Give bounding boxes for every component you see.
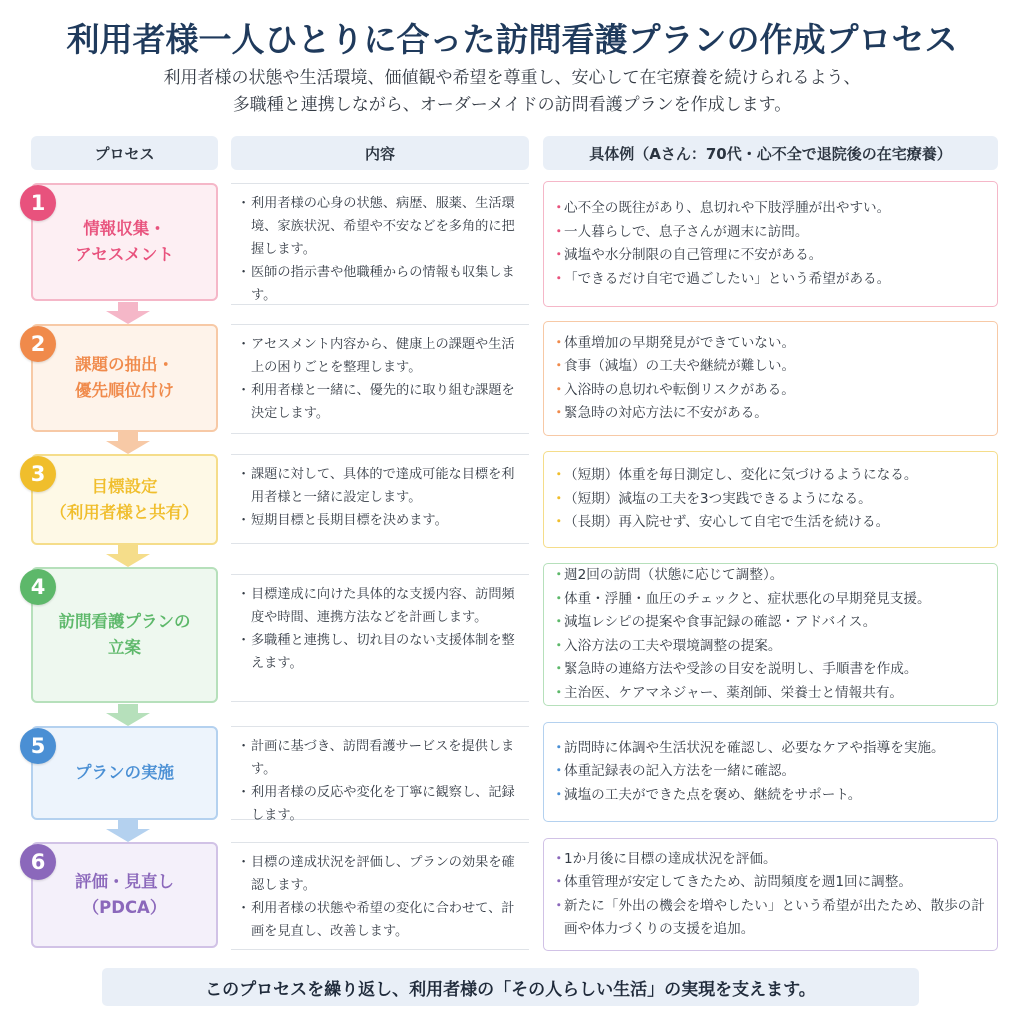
content-item: ・ 利用者様の心身の状態、病歴、服薬、生活環境、家族状況、希望や不安などを多角的に把握します。	[237, 192, 523, 261]
example-item: ・ 食事（減塩）の工夫や継続が難しい。	[552, 355, 989, 379]
content-item: ・ 利用者様の状態や希望の変化に合わせて、計画を見直し、改善します。	[237, 897, 523, 943]
example-item: ・ 入浴方法の工夫や環境調整の提案。	[552, 635, 989, 659]
content-item: ・ 目標達成に向けた具体的な支援内容、訪問頻度や時間、連携方法などを計画します。	[237, 583, 523, 629]
example-item: ・ 減塩や水分制限の自己管理に不安がある。	[552, 244, 989, 268]
example-text: 減塩や水分制限の自己管理に不安がある。	[564, 247, 823, 263]
step-label-line: 課題の抽出・	[75, 355, 174, 374]
step-label-line: 優先順位付け	[75, 381, 174, 400]
example-item: ・ （長期）再入院せず、安心して自宅で生活を続ける。	[552, 511, 989, 535]
step-box-4	[31, 567, 218, 703]
step-number-badge: 2	[20, 326, 56, 362]
example-item: ・ 体重・浮腫・血圧のチェックと、症状悪化の早期発見支援。	[552, 588, 989, 612]
example-item: ・ 週2回の訪問（状態に応じて調整）。	[552, 564, 989, 588]
subtitle-line-2: 多職種と連携しながら、オーダーメイドの訪問看護プランを作成します。	[232, 95, 792, 115]
example-item: ・ 「できるだけ自宅で過ごしたい」という希望がある。	[552, 268, 989, 292]
example-item: ・ 主治医、ケアマネジャー、薬剤師、栄養士と情報共有。	[552, 682, 989, 706]
example-item: ・ 1か月後に目標の達成状況を評価。	[552, 848, 989, 872]
content-item: ・ アセスメント内容から、健康上の課題や生活上の困りごとを整理します。	[237, 333, 523, 379]
example-item: ・ 心不全の既往があり、息切れや下肢浮腫が出やすい。	[552, 197, 989, 221]
subtitle-line-1: 利用者様の状態や生活環境、価値観や希望を尊重し、安心して在宅療養を続けられるよう、	[163, 68, 861, 88]
header-process: プロセス	[31, 136, 218, 170]
example-item: ・ 緊急時の対応方法に不安がある。	[552, 402, 989, 426]
step-label-line: アセスメント	[75, 245, 174, 264]
down-arrow-icon	[106, 704, 150, 726]
example-text: （短期）減塩の工夫を3つ実践できるようになる。	[564, 490, 872, 507]
example-item: ・ 入浴時の息切れや転倒リスクがある。	[552, 379, 989, 403]
content-text: 課題に対して、具体的で達成可能な目標を利用者様と一緒に設定します。	[251, 467, 515, 505]
content-cell-3	[231, 454, 529, 544]
example-text: 体重増加の早期発見ができていない。	[564, 334, 796, 351]
content-item: ・ 多職種と連携し、切れ目のない支援体制を整えます。	[237, 629, 523, 675]
content-item: ・ 医師の指示書や他職種からの情報も収集します。	[237, 261, 523, 307]
example-text: 入浴方法の工夫や環境調整の提案。	[564, 637, 782, 654]
example-item: ・ 体重記録表の記入方法を一緒に確認。	[552, 760, 989, 784]
step-number-badge: 5	[20, 728, 56, 764]
content-cell-2	[231, 324, 529, 434]
header-example: 具体例（Aさん：70代・心不全で退院後の在宅療養）	[543, 136, 998, 170]
content-cell-1	[231, 183, 529, 305]
content-item: ・ 利用者様と一緒に、優先的に取り組む課題を決定します。	[237, 379, 523, 425]
example-text: 「できるだけ自宅で過ごしたい」という希望がある。	[564, 270, 891, 287]
example-item: ・ （短期）体重を毎日測定し、変化に気づけるようになる。	[552, 464, 989, 488]
content-text: 目標の達成状況を評価し、プランの効果を確認します。	[251, 855, 515, 893]
step-label-line: （利用者様と共有）	[50, 502, 199, 522]
step-box-3	[31, 454, 218, 545]
content-text: 利用者様と一緒に、優先的に取り組む課題を決定します。	[251, 383, 515, 421]
example-item: ・ 減塩レシピの提案や食事記録の確認・アドバイス。	[552, 611, 989, 635]
content-cell-4	[231, 574, 529, 702]
step-label-line: 情報収集・	[83, 219, 166, 238]
step-number-badge: 3	[20, 456, 56, 492]
content-item: ・ 計画に基づき、訪問看護サービスを提供します。	[237, 735, 523, 781]
example-text: 緊急時の対応方法に不安がある。	[564, 405, 768, 421]
example-text: 一人暮らしで、息子さんが週末に訪問。	[564, 223, 809, 240]
content-text: 利用者様の反応や変化を丁寧に観察し、記録します。	[251, 785, 515, 823]
step-label-line: 評価・見直し	[75, 872, 174, 891]
example-text: 体重管理が安定してきたため、訪問頻度を週1回に調整。	[564, 874, 912, 890]
step-label-line: 目標設定	[91, 476, 158, 496]
example-text: 体重・浮腫・血圧のチェックと、症状悪化の早期発見支援。	[564, 590, 931, 607]
example-text: （長期）再入院せず、安心して自宅で生活を続ける。	[564, 514, 890, 531]
down-arrow-icon	[106, 432, 150, 454]
content-cell-5	[231, 726, 529, 823]
example-text: 減塩レシピの提案や食事記録の確認・アドバイス。	[564, 614, 877, 630]
example-item: ・ 一人暮らしで、息子さんが週末に訪問。	[552, 221, 989, 245]
example-cell-5	[543, 722, 998, 822]
example-item: ・ 体重増加の早期発見ができていない。	[552, 332, 989, 356]
footer-message: このプロセスを繰り返し、利用者様の「その人らしい生活」の実現を支えます。	[102, 968, 919, 1006]
example-item: ・ 緊急時の連絡方法や受診の目安を説明し、手順書を作成。	[552, 658, 989, 682]
step-box-5	[31, 726, 218, 820]
content-text: 医師の指示書や他職種からの情報も収集します。	[251, 265, 515, 303]
header-content: 内容	[231, 136, 529, 170]
content-item: ・ 短期目標と長期目標を決めます。	[237, 509, 523, 532]
example-cell-4	[543, 563, 998, 706]
page-title: 利用者様一人ひとりに合った訪問看護プランの作成プロセス	[66, 20, 958, 59]
example-text: 週2回の訪問（状態に応じて調整）。	[564, 567, 784, 583]
example-cell-1	[543, 181, 998, 307]
example-text: 入浴時の息切れや転倒リスクがある。	[564, 381, 795, 398]
step-box-2	[31, 324, 218, 432]
example-text: 新たに「外出の機会を増やしたい」という希望が出たため、散歩の計画や体力づくりの支援を追加。	[564, 897, 985, 937]
example-cell-2	[543, 321, 998, 436]
content-text: 利用者様の状態や希望の変化に合わせて、計画を見直し、改善します。	[251, 901, 515, 939]
step-label-line: （PDCA）	[82, 898, 167, 917]
example-text: 1か月後に目標の達成状況を評価。	[564, 850, 777, 867]
example-text: （短期）体重を毎日測定し、変化に気づけるようになる。	[564, 467, 918, 484]
example-text: 訪問時に体調や生活状況を確認し、必要なケアや指導を実施。	[564, 739, 945, 756]
step-box-6	[31, 842, 218, 948]
content-cell-6	[231, 842, 529, 950]
step-label-line: 立案	[108, 638, 141, 657]
example-item: ・ 減塩の工夫ができた点を褒め、継続をサポート。	[552, 784, 989, 808]
example-cell-3	[543, 451, 998, 548]
example-text: 緊急時の連絡方法や受診の目安を説明し、手順書を作成。	[564, 661, 918, 677]
down-arrow-icon	[106, 302, 150, 324]
example-item: ・ 訪問時に体調や生活状況を確認し、必要なケアや指導を実施。	[552, 737, 989, 761]
example-text: 心不全の既往があり、息切れや下肢浮腫が出やすい。	[564, 200, 891, 216]
content-item: ・ 目標の達成状況を評価し、プランの効果を確認します。	[237, 851, 523, 897]
example-text: 食事（減塩）の工夫や継続が難しい。	[564, 358, 796, 374]
content-item: ・ 課題に対して、具体的で達成可能な目標を利用者様と一緒に設定します。	[237, 463, 523, 509]
example-text: 主治医、ケアマネジャー、薬剤師、栄養士と情報共有。	[564, 684, 904, 701]
down-arrow-icon	[106, 820, 150, 842]
step-label-line: プランの実施	[75, 763, 174, 782]
step-label-line: 訪問看護プランの	[58, 612, 191, 631]
example-text: 体重記録表の記入方法を一緒に確認。	[564, 763, 796, 780]
step-number-badge: 4	[20, 569, 56, 605]
step-number-badge: 1	[20, 185, 56, 221]
content-item: ・ 利用者様の反応や変化を丁寧に観察し、記録します。	[237, 781, 523, 827]
example-item: ・ 体重管理が安定してきたため、訪問頻度を週1回に調整。	[552, 871, 989, 895]
example-text: 減塩の工夫ができた点を褒め、継続をサポート。	[564, 786, 862, 803]
content-text: 計画に基づき、訪問看護サービスを提供します。	[251, 739, 515, 777]
example-item: ・ （短期）減塩の工夫を3つ実践できるようになる。	[552, 488, 989, 512]
down-arrow-icon	[106, 545, 150, 567]
example-cell-6	[543, 838, 998, 951]
content-text: 利用者様の心身の状態、病歴、服薬、生活環境、家族状況、希望や不安などを多角的に把握します。	[251, 196, 515, 257]
example-item: ・ 新たに「外出の機会を増やしたい」という希望が出たため、散歩の計画や体力づくりの支援を追加。	[552, 895, 989, 942]
content-text: 多職種と連携し、切れ目のない支援体制を整えます。	[251, 633, 515, 671]
content-text: アセスメント内容から、健康上の課題や生活上の困りごとを整理します。	[251, 337, 515, 375]
step-number-badge: 6	[20, 844, 56, 880]
content-text: 目標達成に向けた具体的な支援内容、訪問頻度や時間、連携方法などを計画します。	[251, 587, 515, 625]
step-box-1	[31, 183, 218, 301]
content-text: 短期目標と長期目標を決めます。	[251, 513, 448, 528]
